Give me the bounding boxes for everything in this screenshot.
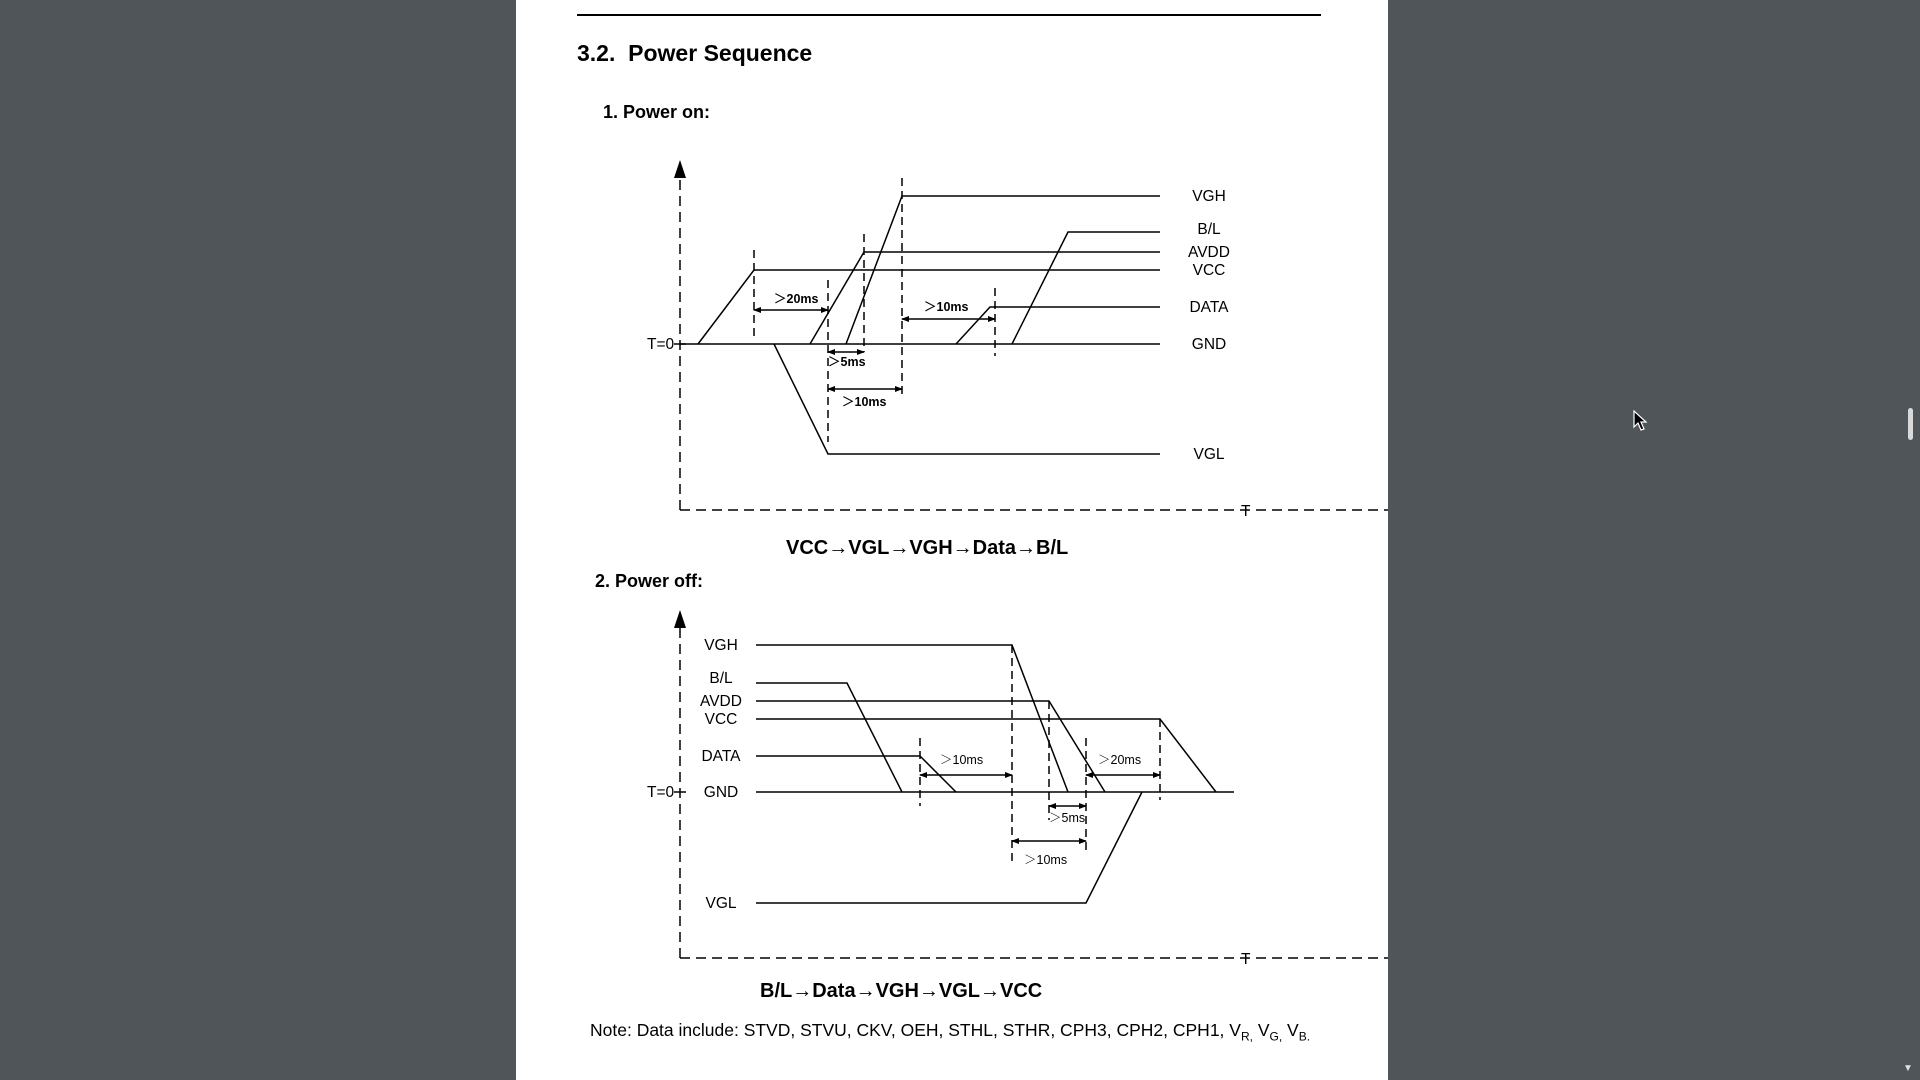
section-title-text: Power Sequence	[628, 40, 813, 66]
note-sub-g: G,	[1269, 1029, 1283, 1044]
power-on-label-gnd: GND	[1191, 336, 1227, 353]
power-on-timing-20ms: ＞20ms	[774, 292, 819, 306]
avdd-signal	[756, 701, 1105, 792]
note-sub-b: B.	[1298, 1029, 1311, 1044]
bl-signal	[756, 683, 902, 792]
power-off-sequence: B/L→Data→VGH→VGL→VCC	[760, 980, 1043, 1002]
note-mid-g: V	[1252, 1020, 1270, 1040]
power-off-timing-10ms-a: ＞10ms	[940, 753, 984, 767]
power-on-timing-5ms: ＞5ms	[828, 355, 866, 369]
mouse-cursor-icon	[1633, 410, 1649, 432]
note-sub-r: R,	[1240, 1029, 1253, 1044]
vertical-scrollbar[interactable]	[1896, 0, 1920, 1080]
power-on-label-avdd: AVDD	[1188, 244, 1230, 261]
power-off-t0-label: T=0	[647, 784, 675, 801]
power-on-label-vgh: VGH	[1192, 188, 1226, 205]
power-off-label-vgh: VGH	[704, 637, 738, 654]
power-off-label-avdd: AVDD	[700, 693, 742, 710]
power-off-label-bl: B/L	[709, 670, 733, 687]
vgl-signal	[756, 792, 1142, 903]
power-on-heading: 1. Power on:	[603, 102, 711, 122]
data-signal	[756, 756, 956, 792]
document-page	[516, 0, 1388, 1080]
power-on-label-data: DATA	[1189, 299, 1229, 316]
section-number: 3.2.	[577, 40, 616, 66]
power-off-timing-20ms: ＞20ms	[1098, 753, 1142, 767]
scroll-down-arrow-icon[interactable]: ▼	[1903, 1063, 1913, 1074]
data-note	[590, 1020, 1310, 1044]
power-off-label-gnd: GND	[703, 784, 739, 801]
power-on-label-bl: B/L	[1197, 221, 1221, 238]
power-off-timing-5ms: ＞5ms	[1049, 811, 1086, 825]
power-on-timing-10ms-b: ＞10ms	[924, 300, 969, 314]
power-off-label-vcc: VCC	[704, 711, 738, 728]
note-text: Note: Data include: STVD, STVU, CKV, OEH, STHL, STHR, CPH3, CPH2, CPH1, V	[590, 1020, 1241, 1040]
power-on-t-axis-label: T	[1241, 503, 1251, 520]
power-off-label-vgl: VGL	[705, 895, 737, 912]
scrollbar-thumb[interactable]	[1908, 408, 1913, 440]
power-on-label-vcc: VCC	[1192, 262, 1226, 279]
power-on-sequence: VCC→VGL→VGH→Data→B/L	[786, 537, 1069, 559]
power-off-t-axis-label: T	[1241, 951, 1251, 968]
power-on-label-vgl: VGL	[1193, 446, 1225, 463]
power-off-label-data: DATA	[701, 748, 741, 765]
power-on-t0-label: T=0	[647, 336, 675, 353]
power-off-heading: 2. Power off:	[595, 571, 704, 591]
power-off-timing-10ms-b: ＞10ms	[1024, 853, 1068, 867]
power-off-timing-diagram	[516, 0, 1388, 1080]
power-on-timing-10ms-a: ＞10ms	[842, 395, 887, 409]
note-mid-b: V	[1282, 1020, 1299, 1040]
